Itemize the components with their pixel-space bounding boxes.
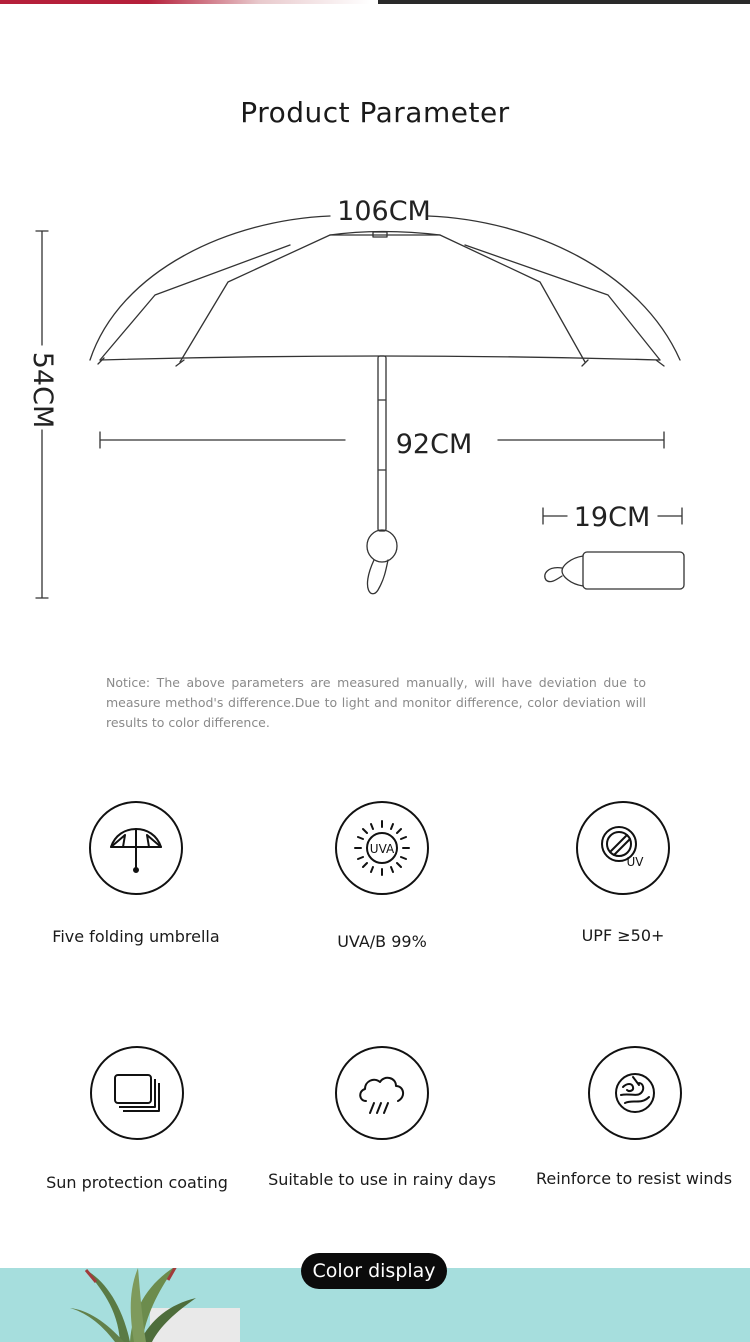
dimension-span: 92CM	[395, 429, 473, 460]
sun-uva-icon	[347, 813, 417, 883]
span-dimension-line	[100, 432, 664, 448]
umbrella-shaft	[378, 356, 386, 531]
canopy-rib	[100, 245, 290, 360]
feature-label: Suitable to use in rainy days	[268, 1170, 496, 1189]
feature-sun-coating	[17, 1046, 257, 1192]
feature-rainy-days	[262, 1046, 502, 1189]
umbrella-icon	[105, 817, 167, 879]
feature-circle	[588, 1046, 682, 1140]
dimension-height: 54CM	[27, 351, 58, 429]
feature-circle	[335, 801, 429, 895]
outer-arc	[90, 216, 330, 360]
uv-icon-text: UV	[626, 855, 644, 869]
feature-label: UPF ≥50+	[581, 926, 665, 945]
notice-text: Notice: The above parameters are measured manually, will have deviation due to measure method's difference.Due to light and monitor difference, color deviation will results to color difference.	[106, 675, 646, 730]
feature-label: Five folding umbrella	[52, 927, 220, 946]
feature-upf	[503, 801, 743, 945]
rain-cloud-icon	[352, 1063, 412, 1123]
uva-icon-text: UVA	[369, 842, 395, 856]
top-image-strip-right	[378, 0, 750, 4]
feature-circle	[576, 801, 670, 895]
feature-label: Reinforce to resist winds	[535, 1169, 733, 1188]
folded-umbrella	[583, 552, 684, 589]
feature-label: Sun protection coating	[46, 1173, 228, 1192]
wind-icon	[605, 1063, 665, 1123]
uv-shield-icon	[593, 818, 653, 878]
top-image-strip-left	[0, 0, 370, 4]
layers-icon	[107, 1063, 167, 1123]
dimension-top-width: 106CM	[337, 196, 431, 227]
feature-resist-winds	[515, 1046, 750, 1188]
dimension-folded-length: 19CM	[573, 502, 651, 533]
plant-image	[0, 1268, 260, 1342]
feature-circle	[90, 1046, 184, 1140]
feature-circle	[89, 801, 183, 895]
canopy-rib	[180, 235, 585, 362]
feature-five-folding	[16, 801, 256, 946]
umbrella-dimension-diagram	[0, 180, 750, 620]
handle-strap	[367, 560, 388, 594]
page-title: Product Parameter	[240, 96, 510, 129]
feature-circle	[335, 1046, 429, 1140]
color-display-pill: Color display	[301, 1253, 447, 1289]
feature-uvab	[262, 801, 502, 951]
canopy-rib	[465, 245, 660, 360]
umbrella-handle	[367, 530, 397, 562]
feature-label: UVA/B 99%	[337, 932, 427, 951]
